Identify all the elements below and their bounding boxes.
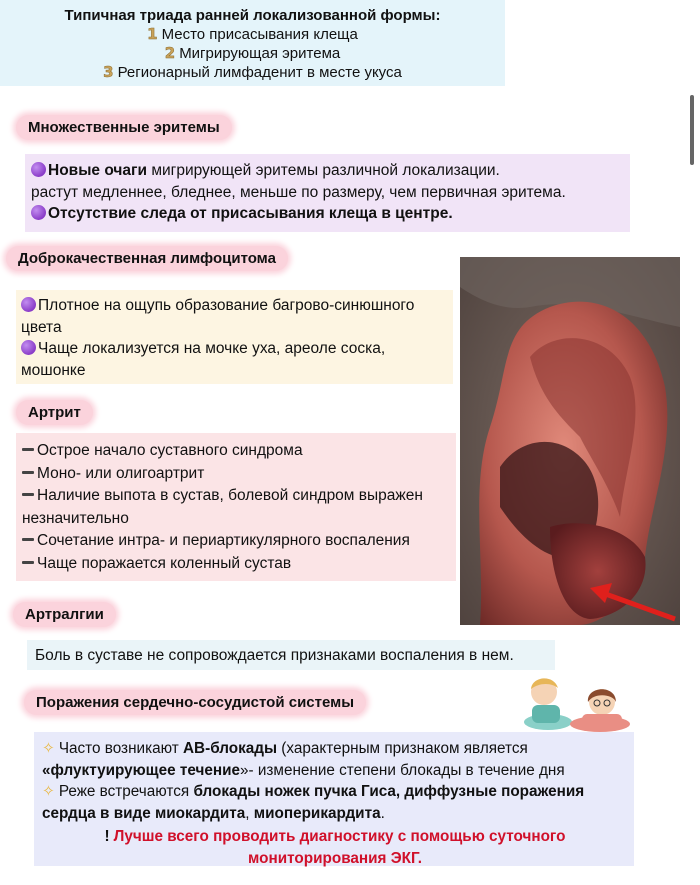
lymphocytoma-item-1 <box>21 295 449 338</box>
heading-cardio <box>24 690 366 715</box>
dash-icon <box>22 471 34 474</box>
heading-arthralgia <box>13 602 116 627</box>
reading-kids-icon <box>518 672 636 734</box>
warning-message: Лучше всего проводить диагностику с помощью суточного мониторирования ЭКГ. <box>113 828 566 867</box>
multiple-erythema-box <box>25 154 630 232</box>
arthritis-item <box>22 530 452 553</box>
text: Моно- или олигоартрит <box>37 464 205 482</box>
number-2-icon: 2 <box>164 44 176 62</box>
text: Чаще локализуется на мочке уха, ареоле соска, мошонке <box>21 340 386 379</box>
bold-text: «флуктуирующее течение <box>42 761 241 779</box>
text: Часто возникают <box>58 740 183 757</box>
erythema-line-1 <box>31 160 624 182</box>
text: (характерным признаком является <box>277 740 528 757</box>
triad-box <box>0 0 505 86</box>
text: »- изменение степени блокады в течение дня <box>240 761 565 779</box>
cardio-paragraph-2 <box>42 781 628 824</box>
bold-text: блокады ножек пучка Гиса, диффузные поражения сердца в виде миокардита <box>42 783 585 822</box>
arthritis-item <box>22 553 452 576</box>
purple-dot-icon <box>31 162 46 177</box>
arthritis-item <box>22 440 452 463</box>
cardio-box <box>34 732 634 866</box>
heading-text: Артралгии <box>25 606 104 623</box>
heading-text: Поражения сердечно-сосудистой системы <box>36 694 355 711</box>
triad-item <box>0 63 505 82</box>
scrollbar[interactable] <box>690 95 694 165</box>
cardio-paragraph-1 <box>42 738 628 760</box>
erythema-line-2: растут медленнее, бледнее, меньше по размеру, чем первичная эритема. <box>31 183 566 201</box>
text: Наличие выпота в сустав, болевой синдром выражен незначительно <box>22 487 423 527</box>
cardio-paragraph-1-cont <box>42 760 628 782</box>
text: Реже встречаются <box>58 783 194 800</box>
triad-item <box>0 25 505 44</box>
arthralgia-text: Боль в суставе не сопровождается признаками воспаления в нем. <box>35 647 514 664</box>
exclamation-icon: ! <box>104 828 110 845</box>
text: , <box>245 804 254 822</box>
lymphocytoma-item-2 <box>21 338 449 381</box>
bold-text: Новые очаги <box>48 162 148 179</box>
text: Плотное на ощупь образование багрово-синюшного цвета <box>21 297 415 336</box>
ear-photo <box>460 257 680 625</box>
characters-illustration <box>518 672 636 734</box>
ear-image <box>460 257 680 625</box>
heading-lymphocytoma <box>6 246 288 271</box>
bold-text: АВ-блокады <box>183 740 278 757</box>
purple-dot-icon <box>21 340 36 355</box>
text: мигрирующей эритемы различной локализации. <box>147 162 500 179</box>
triad-item <box>0 44 505 63</box>
arthralgia-box <box>27 640 555 670</box>
text: Сочетание интра- и периартикулярного воспаления <box>37 532 410 549</box>
number-1-icon: 1 <box>147 25 158 43</box>
triad-item-text: Регионарный лимфаденит в месте укуса <box>117 64 402 81</box>
text: Острое начало суставного синдрома <box>37 442 303 459</box>
triad-title: Типичная триада ранней локализованной формы: <box>64 7 441 24</box>
arthritis-item <box>22 463 452 486</box>
bold-text: Отсутствие следа от присасывания клеща в центре. <box>48 205 453 222</box>
triad-item-text: Мигрирующая эритема <box>179 45 341 62</box>
lymphocytoma-box <box>16 290 453 384</box>
heading-multiple-erythema <box>16 115 232 140</box>
arthritis-item <box>22 485 452 530</box>
erythema-line-3 <box>31 203 624 225</box>
text: Чаще поражается коленный сустав <box>37 554 292 572</box>
dash-icon <box>22 561 34 564</box>
dash-icon <box>22 493 34 496</box>
triad-item-text: Место присасывания клеща <box>161 26 358 43</box>
number-3-icon: 3 <box>103 63 114 81</box>
text: . <box>380 804 385 822</box>
sparkle-icon: ✧ <box>42 782 55 800</box>
dash-icon <box>22 538 34 541</box>
heading-text: Артрит <box>28 404 81 421</box>
warning-text <box>42 826 628 869</box>
purple-dot-icon <box>31 205 46 220</box>
heading-arthritis <box>16 400 93 425</box>
heading-text: Множественные эритемы <box>28 119 220 136</box>
bold-text: миоперикардита <box>253 804 381 822</box>
sparkle-icon: ✧ <box>42 739 55 757</box>
heading-text: Доброкачественная лимфоцитома <box>18 250 276 267</box>
arthritis-box <box>16 433 456 581</box>
dash-icon <box>22 448 34 451</box>
purple-dot-icon <box>21 297 36 312</box>
